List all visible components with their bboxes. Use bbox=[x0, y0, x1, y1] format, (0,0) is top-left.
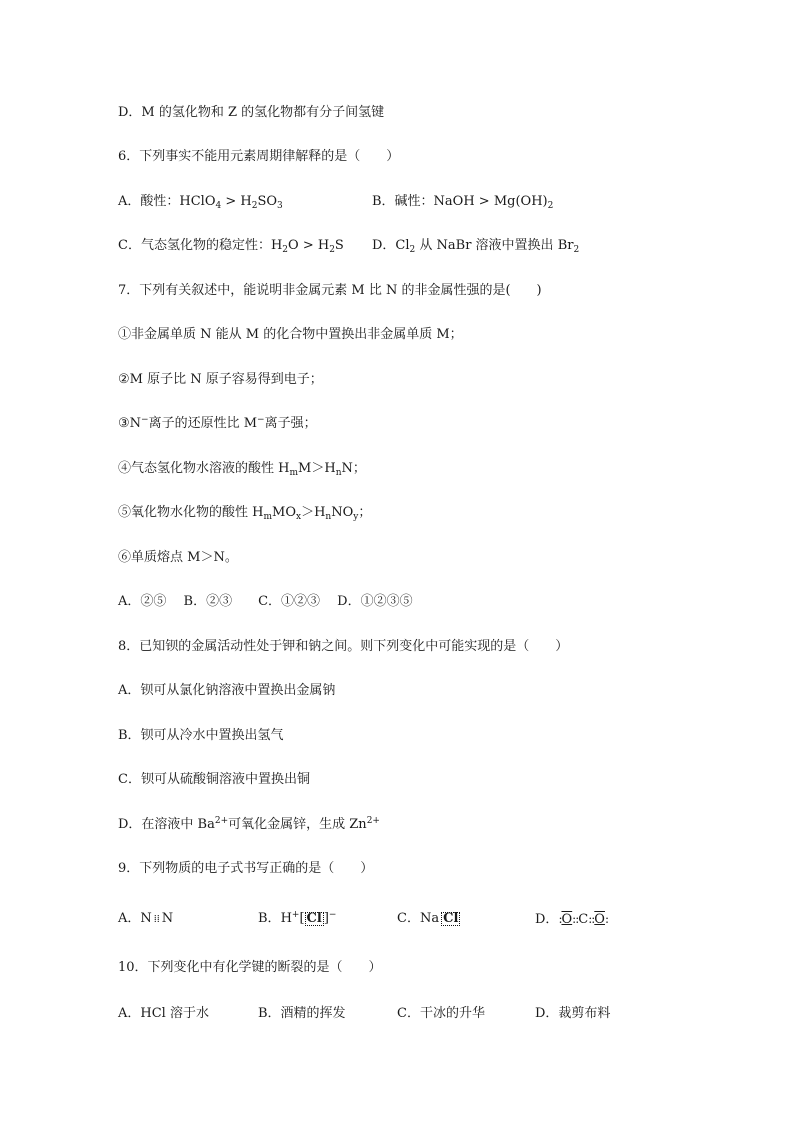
lone-pair-dots-icon: : bbox=[558, 912, 562, 926]
q7-s3-a: ③N bbox=[118, 416, 142, 431]
q6-d-sub1: 2 bbox=[409, 245, 416, 255]
q6-a-pre: A．酸性：HClO bbox=[118, 194, 216, 209]
triple-bond-dots-icon: ⁞⁞ bbox=[153, 912, 160, 925]
q9-c-label: C． bbox=[397, 911, 420, 926]
q9-a-label: A． bbox=[118, 911, 141, 926]
q9-a-n1: N bbox=[140, 911, 152, 926]
q7-s4-sub1: m bbox=[289, 468, 299, 478]
q10-stem-text: 10．下列变化中有化学键的断裂的是（ ） bbox=[118, 960, 382, 975]
q6-d-mid: 从 NaBr 溶液中置换出 Br bbox=[415, 238, 574, 253]
q9-option-c bbox=[397, 910, 460, 928]
q10-c-text: C．干冰的升华 bbox=[397, 1006, 485, 1021]
q7-s3-sup1: − bbox=[141, 415, 149, 425]
q7-s4-c: N； bbox=[341, 461, 366, 476]
q7-statement-1 bbox=[118, 326, 463, 344]
q7-s5-sub1: m bbox=[263, 512, 273, 522]
q7-s4-a: ④气态氢化物水溶液的酸性 H bbox=[118, 461, 290, 476]
q9-a-n2: N bbox=[161, 911, 174, 926]
q6-a-post: SO bbox=[257, 194, 278, 209]
q7-statement-6 bbox=[118, 549, 238, 567]
q9-stem bbox=[118, 860, 373, 878]
q10-option-b bbox=[258, 1005, 346, 1023]
q8-option-c bbox=[118, 771, 310, 789]
q7-s5-e: ； bbox=[358, 505, 372, 520]
q7-options bbox=[118, 593, 413, 611]
q6-c-sub2: 2 bbox=[329, 245, 335, 255]
q8-option-a bbox=[118, 682, 335, 700]
q8-d-sup1: 2+ bbox=[214, 816, 229, 826]
q6-c-mid: O > H bbox=[288, 238, 330, 253]
q8-d-b: 可氧化金属锌，生成 Zn bbox=[228, 817, 367, 832]
q8-option-d bbox=[118, 816, 380, 834]
q9-option-b bbox=[258, 910, 336, 928]
right-bracket-icon: ] bbox=[323, 911, 329, 926]
q7-s5-d: NO bbox=[331, 505, 354, 520]
q6-b-sub: 2 bbox=[547, 201, 554, 211]
q7-s5-sub3: n bbox=[325, 512, 332, 522]
q10-a-text: A．HCl 溶于水 bbox=[118, 1006, 209, 1021]
q6-a-sub1: 4 bbox=[215, 201, 222, 211]
q7-s5-sub2: x bbox=[296, 512, 302, 522]
q9-d-c: C bbox=[578, 912, 589, 927]
q10-stem bbox=[118, 959, 382, 977]
q7-s4-b: M＞H bbox=[298, 461, 336, 476]
q6-a-sub3: 3 bbox=[277, 201, 283, 211]
q6-b-pre: B．碱性：NaOH > Mg(OH) bbox=[372, 194, 548, 209]
q8-stem-text: 8．已知钡的金属活动性处于钾和钠之间。则下列变化中可能实现的是（ ） bbox=[118, 639, 569, 654]
shared-pair-dots-icon-2: :: bbox=[588, 912, 595, 926]
q6-stem bbox=[118, 148, 399, 166]
q7-s5-a: ⑤氧化物水化物的酸性 H bbox=[118, 505, 264, 520]
q8-option-b bbox=[118, 727, 284, 745]
q10-option-a bbox=[118, 1005, 209, 1023]
q7-s6-text: ⑥单质熔点 M＞N。 bbox=[118, 550, 238, 565]
q6-option-b bbox=[372, 193, 553, 211]
q10-b-text: B．酒精的挥发 bbox=[258, 1006, 346, 1021]
q9-b-h: H bbox=[280, 911, 292, 926]
q10-option-d bbox=[535, 1005, 610, 1023]
electron-dots-cl-icon bbox=[305, 912, 324, 926]
q6-d-sub2: 2 bbox=[573, 245, 580, 255]
q7-s4-sub2: n bbox=[335, 468, 342, 478]
q7-options-text: A．②⑤ B．②③ C．①②③ D．①②③⑤ bbox=[118, 594, 413, 609]
q7-s5-b: MO bbox=[272, 505, 296, 520]
q6-stem-text: 6．下列事实不能用元素周期律解释的是（ ） bbox=[118, 149, 400, 164]
shared-pair-dots-icon: :: bbox=[572, 912, 579, 926]
q7-stem bbox=[118, 282, 542, 300]
q6-option-d bbox=[372, 237, 579, 255]
q6-d-pre: D．Cl bbox=[372, 238, 410, 253]
q6-option-a bbox=[118, 193, 283, 211]
lone-pair-dots-icon-2: : bbox=[604, 912, 609, 926]
q7-s3-sup2: − bbox=[257, 415, 265, 425]
left-bracket-icon: [ bbox=[299, 911, 305, 926]
q10-d-text: D．裁剪布料 bbox=[535, 1006, 611, 1021]
q6-a-sub2: 2 bbox=[251, 201, 258, 211]
q6-c-post: S bbox=[334, 238, 344, 253]
q5-option-d bbox=[118, 104, 384, 122]
q9-d-label: D． bbox=[535, 912, 559, 927]
q7-statement-3 bbox=[118, 415, 317, 433]
q8-c-text: C．钡可从硫酸铜溶液中置换出铜 bbox=[118, 772, 310, 787]
q7-stem-text: 7．下列有关叙述中，能说明非金属元素 M 比 N 的非金属性强的是( ) bbox=[118, 283, 542, 298]
q9-b-label: B． bbox=[258, 911, 281, 926]
q6-c-pre: C．气态氢化物的稳定性：H bbox=[118, 238, 283, 253]
q7-statement-2 bbox=[118, 371, 323, 389]
q8-b-text: B．钡可从冷水中置换出氢气 bbox=[118, 728, 284, 743]
q9-c-cl: Cl bbox=[443, 911, 459, 926]
q9-option-a bbox=[118, 910, 173, 928]
q6-a-mid: > H bbox=[221, 194, 252, 209]
q7-statement-4 bbox=[118, 460, 366, 478]
q9-d-o1: O bbox=[561, 912, 573, 927]
q9-d-o2: O bbox=[594, 912, 605, 927]
q6-c-sub1: 2 bbox=[282, 245, 289, 255]
q7-s5-sub4: y bbox=[353, 512, 359, 522]
q6-option-c bbox=[118, 237, 344, 255]
q7-s1-text: ①非金属单质 N 能从 M 的化合物中置换出非金属单质 M； bbox=[118, 327, 463, 342]
q7-s2-text: ②M 原子比 N 原子容易得到电子； bbox=[118, 372, 323, 387]
q7-s5-c: ＞H bbox=[301, 505, 326, 520]
q9-option-d bbox=[535, 910, 608, 929]
electron-dots-cl-icon-2 bbox=[441, 912, 460, 926]
q8-stem bbox=[118, 638, 568, 656]
q8-d-a: D．在溶液中 Ba bbox=[118, 817, 215, 832]
q5-option-d-text: D．M 的氢化物和 Z 的氢化物都有分子间氢键 bbox=[118, 105, 385, 120]
q9-stem-text: 9．下列物质的电子式书写正确的是（ ） bbox=[118, 861, 374, 876]
q8-a-text: A．钡可从氯化钠溶液中置换出金属钠 bbox=[118, 683, 336, 698]
q10-option-c bbox=[397, 1005, 485, 1023]
q7-s3-c: 离子强； bbox=[264, 416, 317, 431]
q9-b-hsup: + bbox=[291, 910, 300, 920]
q9-b-sup: − bbox=[328, 910, 337, 920]
q9-b-cl: Cl bbox=[306, 911, 322, 926]
q7-s3-b: 离子的还原性比 M bbox=[148, 416, 258, 431]
q7-statement-5 bbox=[118, 504, 371, 522]
q9-c-na: Na bbox=[419, 911, 440, 926]
q8-d-sup2: 2+ bbox=[366, 816, 380, 826]
